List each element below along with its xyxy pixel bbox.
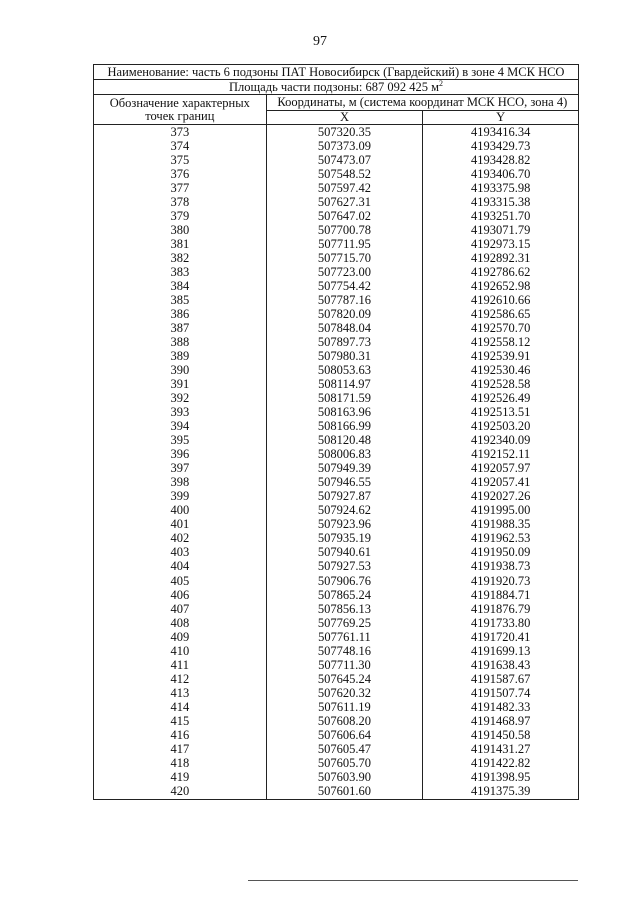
table-row	[94, 728, 579, 742]
x-coordinate-cell: 508120.48	[266, 434, 423, 448]
y-coordinate-cell: 4191468.97	[423, 714, 579, 728]
table-row	[94, 574, 579, 588]
y-coordinate-cell: 4192057.41	[423, 476, 579, 490]
table-row	[94, 237, 579, 251]
point-number-cell: 394	[94, 420, 267, 434]
y-coordinate-cell: 4191450.58	[423, 728, 579, 742]
table-row	[94, 139, 579, 153]
y-coordinate-cell: 4192610.66	[423, 293, 579, 307]
x-coordinate-cell: 507606.64	[266, 728, 423, 742]
point-number-cell: 384	[94, 279, 267, 293]
point-number-cell: 376	[94, 167, 267, 181]
y-coordinate-cell: 4192652.98	[423, 279, 579, 293]
x-coordinate-cell: 507597.42	[266, 181, 423, 195]
table-row	[94, 644, 579, 658]
y-coordinate-cell: 4191398.95	[423, 770, 579, 784]
y-coordinate-cell: 4192570.70	[423, 321, 579, 335]
table-body	[94, 125, 579, 800]
table-row	[94, 251, 579, 265]
x-coordinate-cell: 507373.09	[266, 139, 423, 153]
y-coordinate-cell: 4193375.98	[423, 181, 579, 195]
y-coordinate-cell: 4191988.35	[423, 518, 579, 532]
table-row	[94, 350, 579, 364]
table-row	[94, 181, 579, 195]
table-row	[94, 784, 579, 799]
x-coordinate-cell: 508163.96	[266, 406, 423, 420]
table-row	[94, 364, 579, 378]
x-coordinate-cell: 507769.25	[266, 616, 423, 630]
table-row	[94, 532, 579, 546]
table-row	[94, 406, 579, 420]
area-text: Площадь части подзоны: 687 092 425 м	[229, 79, 439, 94]
x-coordinate-cell: 508171.59	[266, 392, 423, 406]
x-coordinate-cell: 507946.55	[266, 476, 423, 490]
x-coordinate-cell: 507906.76	[266, 574, 423, 588]
x-coordinate-cell: 507627.31	[266, 195, 423, 209]
area-superscript: 2	[438, 78, 443, 88]
x-coordinate-cell: 508114.97	[266, 378, 423, 392]
y-coordinate-cell: 4191950.09	[423, 546, 579, 560]
y-coordinate-cell: 4192503.20	[423, 420, 579, 434]
x-coordinate-cell: 507608.20	[266, 714, 423, 728]
col-header-point-line1: Обозначение характерных	[109, 95, 250, 110]
table-row	[94, 378, 579, 392]
x-coordinate-cell: 507723.00	[266, 265, 423, 279]
x-coordinate-cell: 507761.11	[266, 630, 423, 644]
table-row	[94, 448, 579, 462]
y-coordinate-cell: 4192057.97	[423, 462, 579, 476]
x-coordinate-cell: 507320.35	[266, 125, 423, 140]
y-coordinate-cell: 4191720.41	[423, 630, 579, 644]
point-number-cell: 377	[94, 181, 267, 195]
point-number-cell: 405	[94, 574, 267, 588]
y-coordinate-cell: 4192027.26	[423, 490, 579, 504]
point-number-cell: 406	[94, 588, 267, 602]
table-title: Наименование: часть 6 подзоны ПАТ Новосибирск (Гвардейский) в зоне 4 МСК НСО	[94, 65, 579, 80]
table-row	[94, 770, 579, 784]
table-row	[94, 321, 579, 335]
x-coordinate-cell: 508006.83	[266, 448, 423, 462]
y-coordinate-cell: 4191422.82	[423, 756, 579, 770]
point-number-cell: 408	[94, 616, 267, 630]
y-coordinate-cell: 4193071.79	[423, 223, 579, 237]
y-coordinate-cell: 4192530.46	[423, 364, 579, 378]
table-row	[94, 335, 579, 349]
x-coordinate-cell: 507605.70	[266, 756, 423, 770]
point-number-cell: 418	[94, 756, 267, 770]
table-row	[94, 686, 579, 700]
y-coordinate-cell: 4191638.43	[423, 658, 579, 672]
x-coordinate-cell: 507923.96	[266, 518, 423, 532]
table-row	[94, 658, 579, 672]
table-row	[94, 490, 579, 504]
point-number-cell: 402	[94, 532, 267, 546]
x-coordinate-cell: 507601.60	[266, 784, 423, 799]
x-coordinate-cell: 507924.62	[266, 504, 423, 518]
x-coordinate-cell: 507787.16	[266, 293, 423, 307]
y-coordinate-cell: 4192152.11	[423, 448, 579, 462]
table-row	[94, 714, 579, 728]
y-coordinate-cell: 4193428.82	[423, 153, 579, 167]
y-coordinate-cell: 4192526.49	[423, 392, 579, 406]
table-row	[94, 602, 579, 616]
table-row	[94, 434, 579, 448]
y-coordinate-cell: 4191733.80	[423, 616, 579, 630]
point-number-cell: 414	[94, 700, 267, 714]
y-coordinate-cell: 4191962.53	[423, 532, 579, 546]
point-number-cell: 411	[94, 658, 267, 672]
point-number-cell: 387	[94, 321, 267, 335]
point-number-cell: 401	[94, 518, 267, 532]
x-coordinate-cell: 507940.61	[266, 546, 423, 560]
table-row	[94, 125, 579, 140]
point-number-cell: 400	[94, 504, 267, 518]
y-coordinate-cell: 4193315.38	[423, 195, 579, 209]
col-header-coords: Координаты, м (система координат МСК НСО, зона 4)	[266, 95, 578, 111]
table-row	[94, 672, 579, 686]
x-coordinate-cell: 507711.30	[266, 658, 423, 672]
point-number-cell: 413	[94, 686, 267, 700]
x-coordinate-cell: 507473.07	[266, 153, 423, 167]
area-label	[94, 80, 579, 95]
table-row	[94, 265, 579, 279]
x-coordinate-cell: 507603.90	[266, 770, 423, 784]
table-row	[94, 420, 579, 434]
x-coordinate-cell: 507620.32	[266, 686, 423, 700]
y-coordinate-cell: 4192539.91	[423, 350, 579, 364]
table-row	[94, 518, 579, 532]
y-coordinate-cell: 4193251.70	[423, 209, 579, 223]
y-coordinate-cell: 4192973.15	[423, 237, 579, 251]
x-coordinate-cell: 507605.47	[266, 742, 423, 756]
x-coordinate-cell: 507711.95	[266, 237, 423, 251]
x-coordinate-cell: 507645.24	[266, 672, 423, 686]
x-coordinate-cell: 508053.63	[266, 364, 423, 378]
table-row	[94, 504, 579, 518]
coordinates-table	[93, 64, 579, 800]
y-coordinate-cell: 4192786.62	[423, 265, 579, 279]
table-row	[94, 630, 579, 644]
col-header-x: X	[266, 111, 423, 125]
point-number-cell: 412	[94, 672, 267, 686]
table-row	[94, 616, 579, 630]
y-coordinate-cell: 4191699.13	[423, 644, 579, 658]
table-row	[94, 153, 579, 167]
x-coordinate-cell: 507754.42	[266, 279, 423, 293]
point-number-cell: 399	[94, 490, 267, 504]
point-number-cell: 420	[94, 784, 267, 799]
y-coordinate-cell: 4191920.73	[423, 574, 579, 588]
table-row	[94, 742, 579, 756]
x-coordinate-cell: 507700.78	[266, 223, 423, 237]
table-row	[94, 756, 579, 770]
table-row	[94, 546, 579, 560]
x-coordinate-cell: 507856.13	[266, 602, 423, 616]
point-number-cell: 393	[94, 406, 267, 420]
point-number-cell: 410	[94, 644, 267, 658]
table-row	[94, 167, 579, 181]
page-number: 97	[313, 34, 327, 49]
table-row	[94, 392, 579, 406]
table-row	[94, 560, 579, 574]
point-number-cell: 390	[94, 364, 267, 378]
table-row	[94, 476, 579, 490]
y-coordinate-cell: 4191876.79	[423, 602, 579, 616]
footer-divider	[248, 880, 578, 881]
y-coordinate-cell: 4192892.31	[423, 251, 579, 265]
x-coordinate-cell: 507748.16	[266, 644, 423, 658]
y-coordinate-cell: 4192528.58	[423, 378, 579, 392]
x-coordinate-cell: 507715.70	[266, 251, 423, 265]
y-coordinate-cell: 4191431.27	[423, 742, 579, 756]
point-number-cell: 417	[94, 742, 267, 756]
y-coordinate-cell: 4193429.73	[423, 139, 579, 153]
y-coordinate-cell: 4191375.39	[423, 784, 579, 799]
col-header-point-line2: точек границ	[145, 108, 215, 123]
point-number-cell: 388	[94, 335, 267, 349]
point-number-cell: 403	[94, 546, 267, 560]
point-number-cell: 391	[94, 378, 267, 392]
table-row	[94, 307, 579, 321]
point-number-cell: 395	[94, 434, 267, 448]
y-coordinate-cell: 4191507.74	[423, 686, 579, 700]
point-number-cell: 381	[94, 237, 267, 251]
table-row	[94, 293, 579, 307]
y-coordinate-cell: 4191884.71	[423, 588, 579, 602]
point-number-cell: 396	[94, 448, 267, 462]
point-number-cell: 407	[94, 602, 267, 616]
y-coordinate-cell: 4192558.12	[423, 335, 579, 349]
table-row	[94, 700, 579, 714]
point-number-cell: 415	[94, 714, 267, 728]
y-coordinate-cell: 4193416.34	[423, 125, 579, 140]
y-coordinate-cell: 4192586.65	[423, 307, 579, 321]
point-number-cell: 373	[94, 125, 267, 140]
y-coordinate-cell: 4191938.73	[423, 560, 579, 574]
col-header-y: Y	[423, 111, 579, 125]
point-number-cell: 386	[94, 307, 267, 321]
col-header-point	[94, 95, 267, 125]
table-row	[94, 223, 579, 237]
x-coordinate-cell: 507848.04	[266, 321, 423, 335]
y-coordinate-cell: 4191995.00	[423, 504, 579, 518]
x-coordinate-cell: 507865.24	[266, 588, 423, 602]
point-number-cell: 416	[94, 728, 267, 742]
y-coordinate-cell: 4191587.67	[423, 672, 579, 686]
point-number-cell: 380	[94, 223, 267, 237]
x-coordinate-cell: 507820.09	[266, 307, 423, 321]
point-number-cell: 389	[94, 350, 267, 364]
table-row	[94, 588, 579, 602]
x-coordinate-cell: 507927.87	[266, 490, 423, 504]
point-number-cell: 392	[94, 392, 267, 406]
point-number-cell: 397	[94, 462, 267, 476]
x-coordinate-cell: 507980.31	[266, 350, 423, 364]
point-number-cell: 419	[94, 770, 267, 784]
table-row	[94, 209, 579, 223]
table-row	[94, 279, 579, 293]
point-number-cell: 385	[94, 293, 267, 307]
x-coordinate-cell: 507927.53	[266, 560, 423, 574]
x-coordinate-cell: 507548.52	[266, 167, 423, 181]
x-coordinate-cell: 507611.19	[266, 700, 423, 714]
x-coordinate-cell: 507949.39	[266, 462, 423, 476]
point-number-cell: 379	[94, 209, 267, 223]
y-coordinate-cell: 4191482.33	[423, 700, 579, 714]
point-number-cell: 409	[94, 630, 267, 644]
y-coordinate-cell: 4193406.70	[423, 167, 579, 181]
point-number-cell: 374	[94, 139, 267, 153]
x-coordinate-cell: 507647.02	[266, 209, 423, 223]
x-coordinate-cell: 507897.73	[266, 335, 423, 349]
x-coordinate-cell: 508166.99	[266, 420, 423, 434]
point-number-cell: 383	[94, 265, 267, 279]
point-number-cell: 404	[94, 560, 267, 574]
point-number-cell: 375	[94, 153, 267, 167]
point-number-cell: 378	[94, 195, 267, 209]
y-coordinate-cell: 4192513.51	[423, 406, 579, 420]
table-row	[94, 462, 579, 476]
point-number-cell: 382	[94, 251, 267, 265]
table-row	[94, 195, 579, 209]
point-number-cell: 398	[94, 476, 267, 490]
y-coordinate-cell: 4192340.09	[423, 434, 579, 448]
x-coordinate-cell: 507935.19	[266, 532, 423, 546]
